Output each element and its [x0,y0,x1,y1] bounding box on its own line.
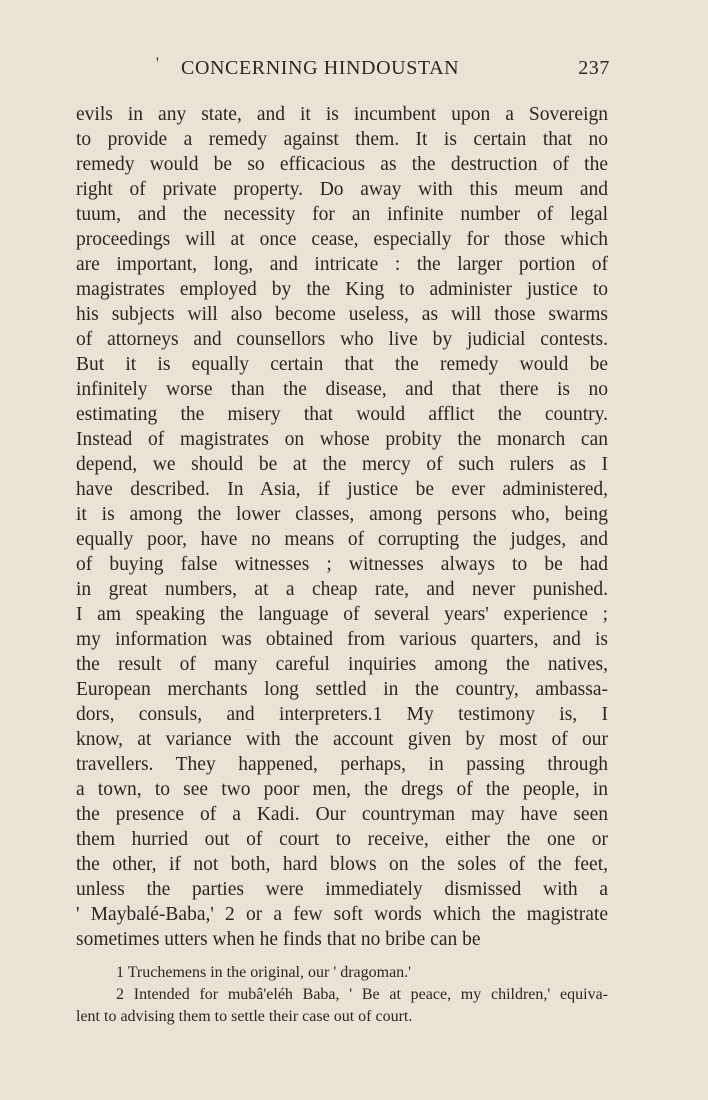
text-line: his subjects will also become useless, as will those swarms [76,304,608,325]
text-line: tuum, and the necessity for an infinite number of legal [76,204,608,225]
text-line: sometimes utters when he finds that no bribe can be [76,929,481,950]
text-line: ' Maybalé-Baba,' 2 or a few soft words which the magistrate [76,904,608,925]
text-line: my information was obtained from various quarters, and is [76,629,608,650]
footnote-line: 2 Intended for mubâ'eléh Baba, ' Be at peace, my children,' equiva- [116,986,608,1003]
text-line: remedy would be so efficacious as the destruction of the [76,154,608,175]
text-line: in great numbers, at a cheap rate, and never punished. [76,579,608,600]
text-line: a town, to see two poor men, the dregs of the people, in [76,779,608,800]
text-line: it is among the lower classes, among persons who, being [76,504,608,525]
footnote-line: lent to advising them to settle their case out of court. [76,1008,413,1025]
text-line: European merchants long settled in the country, ambassa- [76,679,608,700]
footnote-line: 1 Truchemens in the original, our ' dragoman.' [116,964,412,981]
page-number: 237 [578,57,610,79]
text-line: of attorneys and counsellors who live by judicial contests. [76,329,608,350]
text-line: estimating the misery that would afflict the country. [76,404,608,425]
text-line: of buying false witnesses ; witnesses always to be had [76,554,608,575]
text-line: proceedings will at once cease, especially for those which [76,229,608,250]
text-line: evils in any state, and it is incumbent upon a Sovereign [76,104,608,125]
text-line: right of private property. Do away with this meum and [76,179,608,200]
footnotes [76,962,608,1028]
text-line: Instead of magistrates on whose probity the monarch can [76,429,608,450]
header-mark: ' [156,55,160,72]
text-line: to provide a remedy against them. It is certain that no [76,129,608,150]
text-line: infinitely worse than the disease, and that there is no [76,379,608,400]
text-line: the other, if not both, hard blows on the soles of the feet, [76,854,608,875]
text-line: the result of many careful inquiries among the natives, [76,654,608,675]
body-text [76,102,608,952]
text-line: equally poor, have no means of corrupting the judges, and [76,529,608,550]
text-line: I am speaking the language of several years' experience ; [76,604,608,625]
text-line: are important, long, and intricate : the larger portion of [76,254,608,275]
text-line: depend, we should be at the mercy of such rulers as I [76,454,608,475]
text-line: magistrates employed by the King to administer justice to [76,279,608,300]
text-line: the presence of a Kadi. Our countryman may have seen [76,804,608,825]
text-line: them hurried out of court to receive, either the one or [76,829,608,850]
running-title: CONCERNING HINDOUSTAN [181,57,460,79]
text-line: But it is equally certain that the remedy would be [76,354,608,375]
text-line: dors, consuls, and interpreters.1 My testimony is, I [76,704,608,725]
text-line: know, at variance with the account given by most of our [76,729,608,750]
text-line: have described. In Asia, if justice be ever administered, [76,479,608,500]
running-head [75,57,610,85]
text-line: travellers. They happened, perhaps, in passing through [76,754,608,775]
text-line: unless the parties were immediately dismissed with a [76,879,608,900]
